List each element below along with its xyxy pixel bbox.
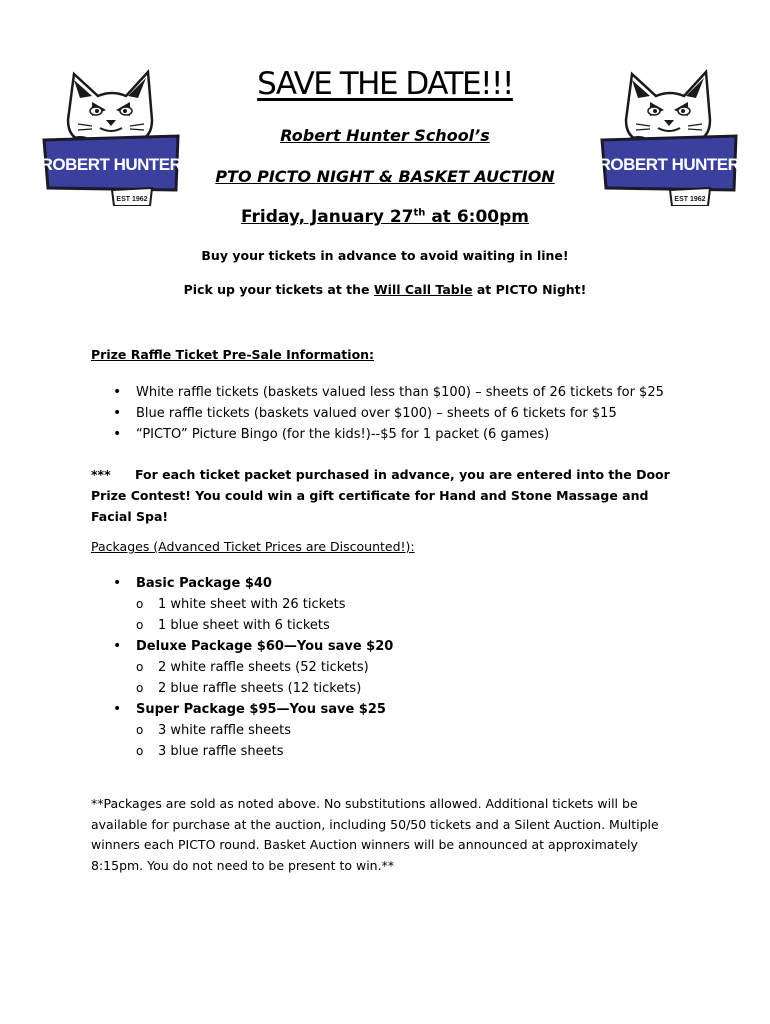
door-prize-text: For each ticket packet purchased in advance, you are entered into the Door Prize Contest! You could win a gift certificate for Hand and Stone Massage and Facial Spa! [91,467,670,524]
list-item: o 3 white raffle sheets [113,720,393,741]
logo-text: ROBERT HUNTER [598,155,740,174]
package-super [113,699,393,762]
package-details [113,720,393,762]
event-name: PTO PICTO NIGHT & BASKET AUCTION [215,167,555,186]
package-name: Super Package $95—You save $25 [136,702,386,717]
school-name: Robert Hunter School’s [280,126,490,145]
date-time: at 6:00pm [425,207,530,227]
pickup-suffix: at PICTO Night! [472,282,587,297]
packages-heading: Packages (Advanced Ticket Prices are Discounted!): [91,539,415,554]
raffle-list [113,382,664,445]
package-basic [113,573,393,636]
door-prize-marker: *** [91,467,111,482]
package-details [113,657,393,699]
package-name: Deluxe Package $60—You save $20 [136,639,394,654]
list-item: o 3 blue raffle sheets [113,741,393,762]
logo-text: ROBERT HUNTER [40,155,182,174]
advance-note: Buy your tickets in advance to avoid waiting in line! [201,248,569,263]
will-call-link: Will Call Table [373,282,473,297]
footer-line: available for purchase at the auction, including 50/50 tickets and a Silent Auction. Multiple [91,816,659,832]
package-details [113,594,393,636]
svg-text:EST 1962: EST 1962 [674,196,706,203]
footer-note [91,794,671,876]
pickup-note [0,282,770,297]
list-item: o 2 white raffle sheets (52 tickets) [113,657,393,678]
door-prize-note [91,464,691,527]
list-item: o 2 blue raffle sheets (12 tickets) [113,678,393,699]
footer-line: 8:15pm. You do not need to be present to win.** [91,857,395,873]
page-title: SAVE THE DATE!!! [257,66,513,102]
event-date [0,207,770,227]
list-item: • White raffle tickets (baskets valued less than $100) – sheets of 26 tickets for $25 [113,382,664,403]
pickup-prefix: Pick up your tickets at the [183,282,374,297]
list-item: o 1 blue sheet with 6 tickets [113,615,393,636]
raffle-heading: Prize Raffle Ticket Pre-Sale Information: [91,347,375,362]
svg-text:EST 1962: EST 1962 [116,196,148,203]
package-name: Basic Package $40 [136,576,272,591]
footer-line: **Packages are sold as noted above. No substitutions allowed. Additional tickets will be [91,796,638,811]
list-item: • “PICTO” Picture Bingo (for the kids!)--$5 for 1 packet (6 games) [113,424,664,445]
list-item: o 1 white sheet with 26 tickets [113,594,393,615]
date-ordinal: th [413,207,426,219]
packages-list [113,573,393,762]
date-main: Friday, January 27 [240,207,414,227]
package-deluxe [113,636,393,699]
list-item: • Blue raffle tickets (baskets valued over $100) – sheets of 6 tickets for $15 [113,403,664,424]
footer-line: winners each PICTO round. Basket Auction winners will be announced at approximately [91,837,638,852]
